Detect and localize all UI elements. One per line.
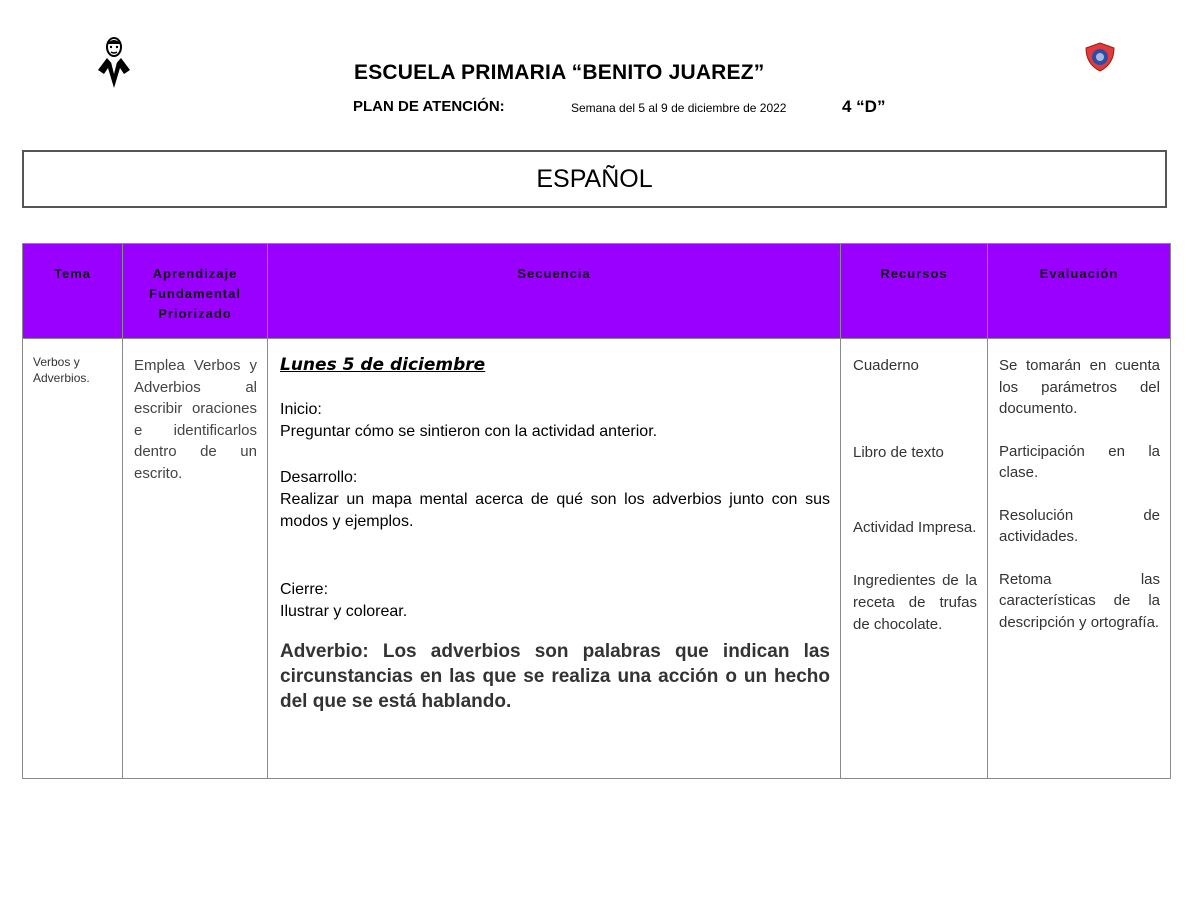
header-tema: Tema <box>23 244 123 339</box>
plan-table <box>22 243 1171 779</box>
cell-secuencia <box>268 339 841 779</box>
recurso-item: Libro de texto <box>853 444 944 461</box>
plan-label: PLAN DE ATENCIÓN: <box>353 98 505 115</box>
adverbio-definition: Adverbio: Los adverbios son palabras que indican las circunstancias en las que se realiza una acción o un hecho del que se está hablando. <box>280 641 830 712</box>
inicio-label: Inicio: <box>280 401 322 418</box>
school-shield-icon <box>1084 42 1116 72</box>
header-aprendizaje: Aprendizaje Fundamental Priorizado <box>123 244 268 339</box>
group-label: 4 “D” <box>842 97 886 116</box>
evaluacion-item: Participación en la clase. <box>999 442 1160 481</box>
day-title: Lunes 5 de diciembre <box>280 355 486 375</box>
cierre-label: Cierre: <box>280 581 329 598</box>
week-range: Semana del 5 al 9 de diciembre de 2022 <box>571 101 787 115</box>
header-secuencia: Secuencia <box>268 244 841 339</box>
school-title: ESCUELA PRIMARIA “BENITO JUAREZ” <box>354 61 765 84</box>
desarrollo-label: Desarrollo: <box>280 469 358 486</box>
evaluacion-item: Retoma las características de la descripción y ortografía. <box>999 570 1160 631</box>
inicio-text: Preguntar cómo se sintieron con la actividad anterior. <box>280 423 658 440</box>
subject-title: ESPAÑOL <box>22 150 1167 208</box>
desarrollo-text: Realizar un mapa mental acerca de qué son los adverbios junto con sus modos y ejemplos. <box>280 491 830 530</box>
cierre-text: Ilustrar y colorear. <box>280 603 408 620</box>
benito-juarez-portrait-icon <box>94 36 134 90</box>
table-row <box>23 339 1171 779</box>
recurso-item: Ingredientes de la receta de trufas de chocolate. <box>853 572 977 633</box>
evaluacion-item: Se tomarán en cuenta los parámetros del documento. <box>999 357 1160 417</box>
evaluacion-item: Resolución de actividades. <box>999 506 1160 545</box>
header-evaluacion: Evaluación <box>988 244 1171 339</box>
cell-recursos <box>841 339 988 779</box>
table-header-row <box>23 244 1171 339</box>
header-recursos: Recursos <box>841 244 988 339</box>
cell-aprendizaje: Emplea Verbos y Adverbios al escribir oraciones e identificarlos dentro de un escrito. <box>123 339 268 779</box>
recurso-item: Cuaderno <box>853 357 919 374</box>
cell-evaluacion <box>988 339 1171 779</box>
cell-tema: Verbos y Adverbios. <box>23 339 123 779</box>
recurso-item: Actividad Impresa. <box>853 519 977 536</box>
